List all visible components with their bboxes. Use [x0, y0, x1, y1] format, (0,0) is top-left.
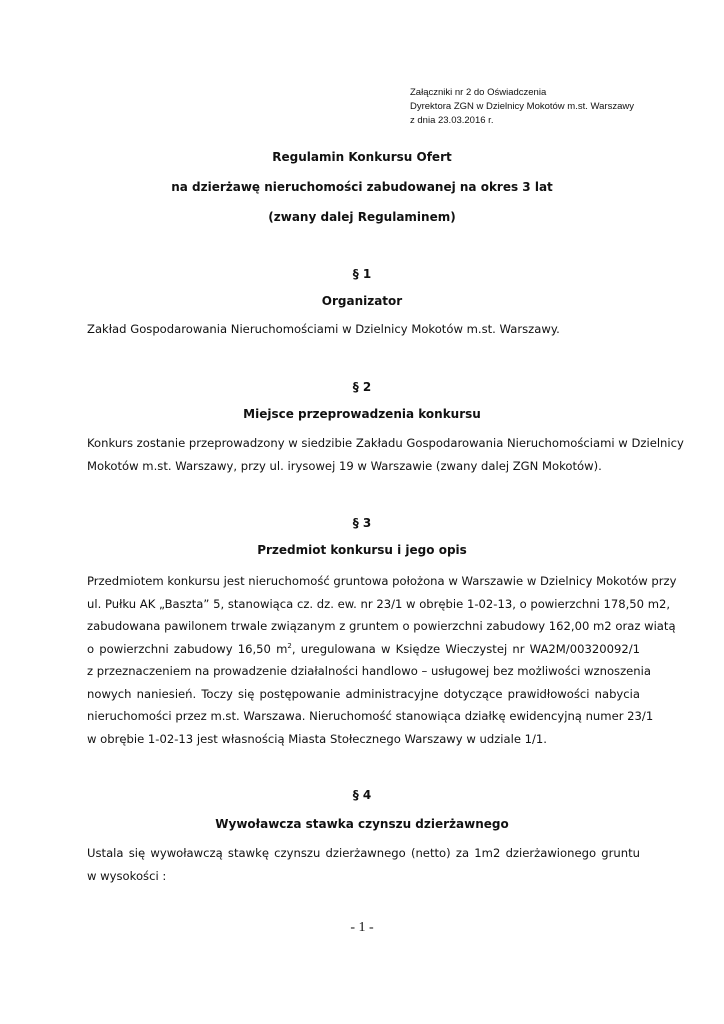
section-2-line-1: Konkurs zostanie przeprowadzony w siedzibie Zakładu Gospodarowania Nieruchomościami w Dzielnicy — [87, 436, 684, 450]
section-1-heading: Organizator — [321, 294, 403, 308]
attachment-note — [410, 86, 710, 128]
section-2-line-2: Mokotów m.st. Warszawy, przy ul. irysowej 19 w Warszawie (zwany dalej ZGN Mokotów). — [87, 458, 602, 473]
section-3-number: § 3 — [352, 516, 372, 530]
section-1-line-1: Zakład Gospodarowania Nieruchomościami w Dzielnicy Mokotów m.st. Warszawy. — [87, 322, 560, 336]
section-2-body — [87, 432, 684, 477]
attachment-note-line-3: z dnia 23.03.2016 r. — [410, 115, 494, 126]
attachment-note-line-2: Dyrektora ZGN w Dzielnicy Mokotów m.st. Warszawy — [410, 101, 634, 112]
section-1-number: § 1 — [352, 267, 372, 281]
attachment-note-line-1: Załączniki nr 2 do Oświadczenia — [410, 87, 547, 98]
section-3-line-7: nieruchomości przez m.st. Warszawa. Nieruchomość stanowiąca działkę ewidencyjną numer 23/1 — [87, 709, 654, 723]
section-3-heading: Przedmiot konkursu i jego opis — [257, 543, 467, 557]
section-4-body — [87, 842, 640, 887]
section-4-line-1: Ustala się wywoławczą stawkę czynszu dzierżawnego (netto) za 1m2 dzierżawionego gruntu — [87, 846, 640, 860]
section-3-body — [87, 570, 677, 750]
section-2-heading: Miejsce przeprowadzenia konkursu — [243, 407, 481, 421]
section-1-body — [87, 318, 640, 341]
title-line-2: na dzierżawę nieruchomości zabudowanej na okres 3 lat — [171, 180, 553, 194]
section-3-line-5: z przeznaczeniem na prowadzenie działalności handlowo – usługowej bez możliwości wznoszenia — [87, 664, 651, 678]
section-3-line-6: nowych naniesień. Toczy się postępowanie administracyjne dotyczące prawidłowości nabycia — [87, 686, 640, 701]
section-3-line-4-start: o powierzchni zabudowy 16,50 m — [87, 641, 288, 656]
title-line-3: (zwany dalej Regulaminem) — [268, 210, 456, 224]
section-4-line-2: w wysokości : — [87, 868, 167, 883]
section-3-line-2: ul. Pułku AK „Baszta” 5, stanowiąca cz. dz. ew. nr 23/1 w obrębie 1-02-13, o powierzchni 178,50 m2, — [87, 596, 671, 611]
section-4-heading: Wywoławcza stawka czynszu dzierżawnego — [215, 817, 509, 831]
page-number: - 1 - — [350, 920, 374, 935]
title-line-1: Regulamin Konkursu Ofert — [272, 150, 452, 164]
section-3-line-8: w obrębie 1-02-13 jest własnością Miasta Stołecznego Warszawy w udziale 1/1. — [87, 731, 547, 746]
section-3-line-4-end: , uregulowana w Księdze Wieczystej nr WA2M/00320092/1 — [291, 641, 640, 656]
section-3-line-4 — [87, 638, 640, 661]
section-3-line-3: zabudowana pawilonem trwale związanym z gruntem o powierzchni zabudowy 162,00 m2 oraz wiatą — [87, 619, 676, 633]
section-4-number: § 4 — [352, 788, 372, 802]
section-2-number: § 2 — [352, 380, 372, 394]
squared-superscript: 2 — [287, 641, 292, 650]
section-3-line-1: Przedmiotem konkursu jest nieruchomość gruntowa położona w Warszawie w Dzielnicy Mokotów przy — [87, 574, 677, 588]
